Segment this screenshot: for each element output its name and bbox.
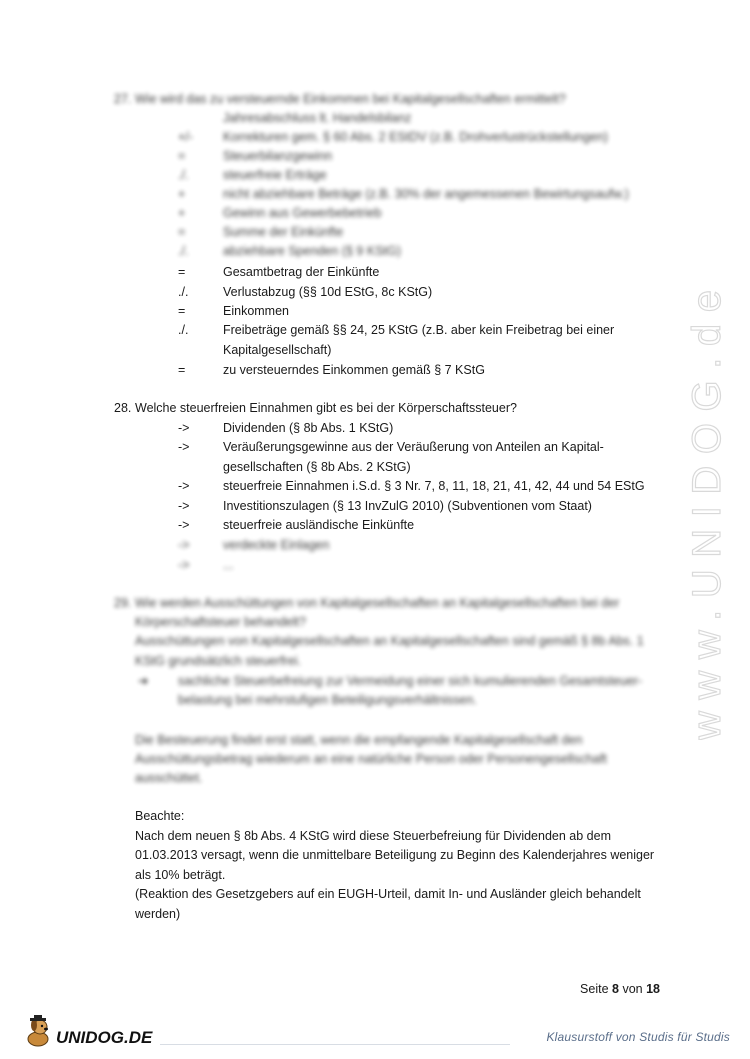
page-current: 8 <box>612 982 619 996</box>
note-line: werden) <box>135 906 181 921</box>
q29-p1-l2: KStG grundsätzlich steuerfrei. <box>135 654 302 668</box>
note-line: Nach dem neuen § 8b Abs. 4 KStG wird diese Steuerbefreiung für Dividenden ab dem <box>135 828 611 843</box>
q29-p2-l1: Die Besteuerung findet erst statt, wenn die empfangende Kapitalgesellschaft den <box>135 733 583 747</box>
q28-title: Welche steuerfreien Einnahmen gibt es bei der Körperschaftssteuer? <box>135 401 517 415</box>
note-line: (Reaktion des Gesetzgebers auf ein EUGH-Urteil, damit In- und Ausländer gleich behandelt <box>135 887 641 901</box>
q29-p1-l1: Ausschüttungen von Kapitalgesellschaften an Kapitalgesellschaften sind gemäß § 8b Abs. 1 <box>135 634 644 648</box>
dog-icon <box>28 1015 48 1046</box>
footer-slogan: Klausurstoff von Studis für Studis <box>546 1030 730 1044</box>
arrow-icon: ➜ <box>138 674 149 688</box>
watermark <box>688 290 728 740</box>
q27-title: Wie wird das zu versteuernde Einkommen bei Kapitalgesellschaften ermittelt? <box>135 92 566 106</box>
watermark-text: www.UNIDOG.de <box>688 290 728 740</box>
note-line: 01.03.2013 versagt, wenn die unmittelbare Beteiligung zu Beginn des Kalenderjahres weniger <box>135 848 655 862</box>
unidog-logo <box>24 1015 154 1051</box>
q29-title-l1: Wie werden Ausschüttungen von Kapitalgesellschaften an Kapitalgesellschaften bei der <box>135 596 620 610</box>
q29-arrow-l1: sachliche Steuerbefreiung zur Vermeidung einer sich kumulierenden Gesamtsteuer- <box>178 674 643 688</box>
page-number: Seite 8 von 18 <box>580 982 660 996</box>
note-heading: Beachte: <box>135 809 185 823</box>
q29-p2-l2: Ausschüttungsbetrag wiederum an eine natürliche Person oder Personengesellschaft <box>135 752 607 766</box>
page-total: 18 <box>646 982 660 996</box>
q27-number: 27. <box>114 92 132 106</box>
note-line: als 10% beträgt. <box>135 867 226 882</box>
q29-number: 29. <box>114 596 132 610</box>
q29-title-l2: Körperschaftsteuer behandelt? <box>135 615 306 629</box>
q29-arrow-l2: belastung bei mehrstufigen Beteiligungsverhältnissen. <box>178 693 477 707</box>
note-block <box>135 807 665 924</box>
q29-p2-l3: ausschüttet. <box>135 771 203 785</box>
q27-header-line: Jahresabschluss lt. Handelsbilanz <box>223 111 412 125</box>
q28-number: 28. <box>114 401 132 415</box>
logo-text: UNIDOG.DE <box>56 1028 153 1047</box>
footer-rule <box>160 1044 510 1045</box>
